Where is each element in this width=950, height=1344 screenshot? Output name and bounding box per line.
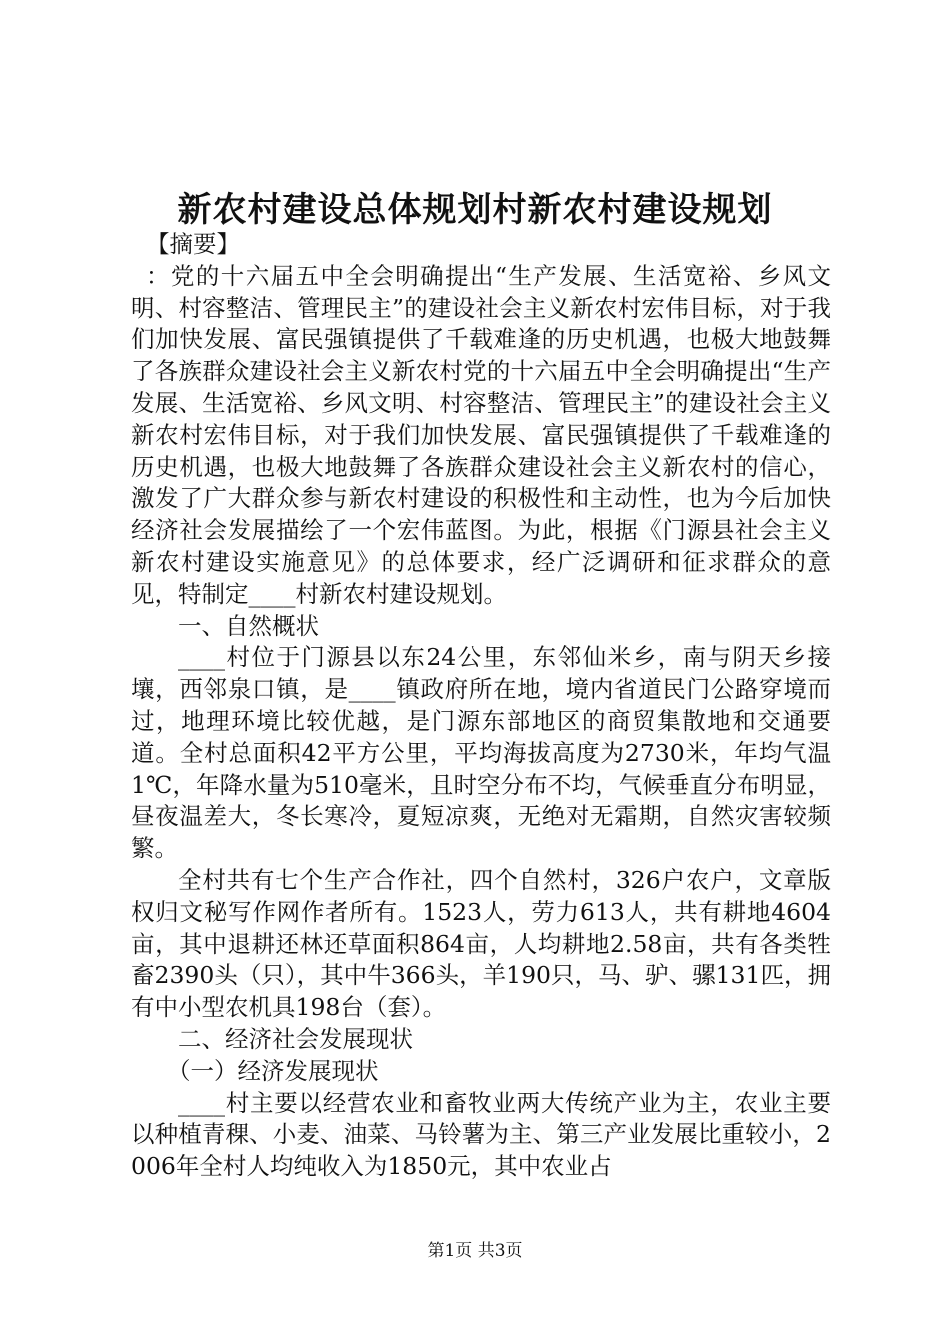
paragraph-location: ____村位于门源县以东24公里，东邻仙米乡，南与阴天乡接壤，西邻泉口镇，是____镇政府所在地，境内省道民门公路穿境而过，地理环境比较优越，是门源东部地区的商贸集散地和交通要道。全村总面积42平方公里，平均海拔高度为2730米，年均气温1℃，年降水量为510毫米，且时空分布不均，气候垂直分布明显，昼夜温差大，冬长寒冷，夏短凉爽，无绝对无霜期，自然灾害较频繁。: [131, 643, 831, 863]
paragraph-population: 全村共有七个生产合作社，四个自然村，326户农户，文章版权归文秘写作网作者所有。1523人，劳力613人，共有耕地4604亩，其中退耕还林还草面积864亩，人均耕地2.58亩，共有各类牲畜2390头（只），其中牛366头，羊190只，马、驴、骡131匹，拥有中小型农机具198台（套）。: [131, 865, 831, 1022]
section-heading-natural-overview: 一、自然概状: [178, 611, 319, 640]
abstract-paragraph: ：党的十六届五中全会明确提出“生产发展、生活宽裕、乡风文明、村容整洁、管理民主”的建设社会主义新农村宏伟目标，对于我们加快发展、富民强镇提供了千载难逢的历史机遇，也极大地鼓舞了各族群众建设社会主义新农村党的十六届五中全会明确提出“生产发展、生活宽裕、乡风文明、村容整洁、管理民主”的建设社会主义新农村宏伟目标，对于我们加快发展、富民强镇提供了千载难逢的历史机遇，也极大地鼓舞了各族群众建设社会主义新农村的信心，激发了广大群众参与新农村建设的积极性和主动性，也为今后加快经济社会发展描绘了一个宏伟蓝图。为此，根据《门源县社会主义新农村建设实施意见》的总体要求，经广泛调研和征求群众的意见，特制定____村新农村建设规划。: [131, 261, 831, 608]
abstract-heading: 【摘要】: [146, 230, 240, 258]
document-body: [131, 229, 831, 1183]
page-number-footer: 第1页 共3页: [427, 1241, 523, 1261]
subsection-heading-economic-development: （一）经济发展现状: [167, 1056, 379, 1085]
document-title: 新农村建设总体规划村新农村建设规划: [177, 190, 773, 230]
section-heading-economic-status: 二、经济社会发展现状: [178, 1024, 413, 1053]
paragraph-economy: ____村主要以经营农业和畜牧业两大传统产业为主，农业主要以种植青稞、小麦、油菜、马铃薯为主、第三产业发展比重较小，2006年全村人均纯收入为1850元，其中农业占: [131, 1088, 831, 1181]
